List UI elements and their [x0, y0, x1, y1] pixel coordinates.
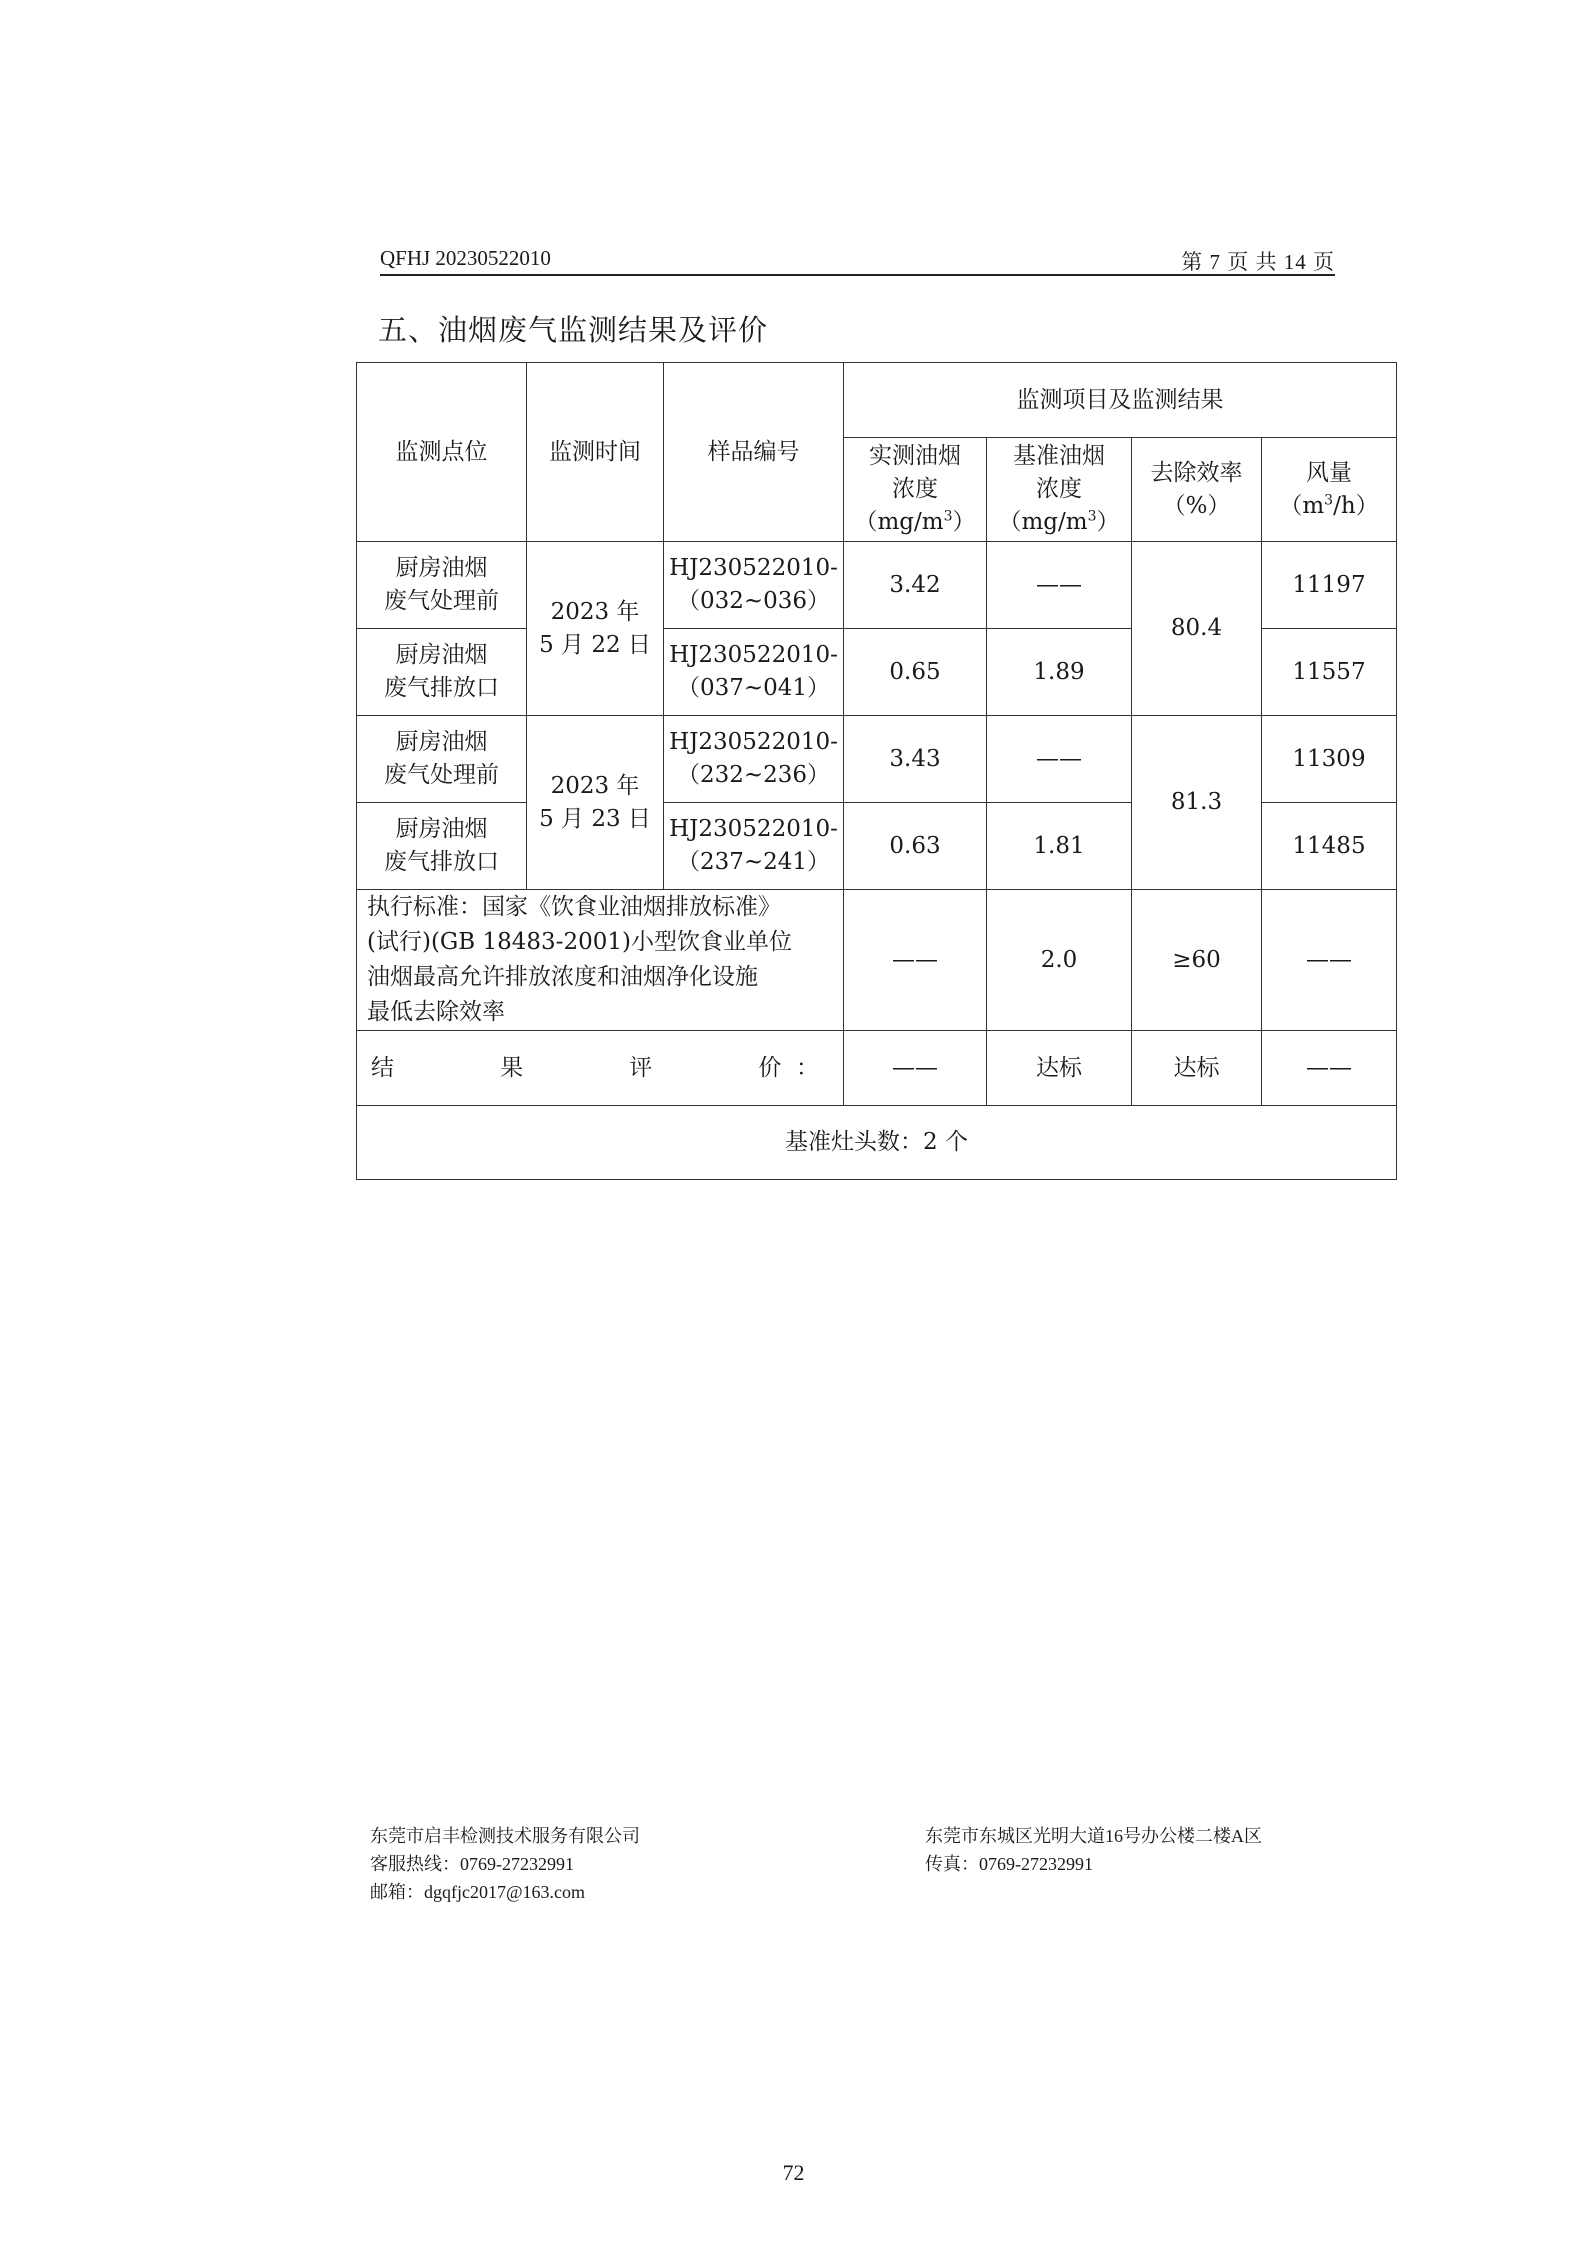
header-divider — [380, 274, 1335, 276]
table-row — [357, 716, 1397, 803]
header-airflow: 风量 $(m^3/h)$ — [1262, 438, 1397, 542]
cell-date: 2023 年 5 月 23 日 — [527, 716, 664, 890]
header-measured: 实测油烟 浓度 $(mg/m^3)$ — [844, 438, 987, 542]
cell-airflow: 11309 — [1262, 716, 1397, 803]
header-sample-no: 样品编号 — [664, 363, 844, 542]
cell-measured: 0.63 — [844, 803, 987, 890]
footer-contact — [370, 1822, 640, 1906]
header-baseline: 基准油烟 浓度 $(mg/m^3)$ — [987, 438, 1132, 542]
header-time: 监测时间 — [527, 363, 664, 542]
cell-measured: 3.43 — [844, 716, 987, 803]
cell-point: 厨房油烟 废气处理前 — [357, 716, 527, 803]
evaluation-measured: —— — [844, 1031, 987, 1106]
report-number: QFHJ 20230522010 — [380, 246, 551, 270]
cell-sample-no: HJ230522010- （232~236） — [664, 716, 844, 803]
cell-sample-no: HJ230522010- （237~241） — [664, 803, 844, 890]
evaluation-label: 结 果 评 价 ： — [357, 1031, 844, 1106]
cell-airflow: 11485 — [1262, 803, 1397, 890]
note-row — [357, 1106, 1397, 1180]
monitoring-results-table — [356, 362, 1397, 1180]
cell-baseline: 1.89 — [987, 629, 1132, 716]
cell-measured: 3.42 — [844, 542, 987, 629]
evaluation-row — [357, 1031, 1397, 1106]
cell-baseline: 1.81 — [987, 803, 1132, 890]
page-number: 72 — [782, 2160, 805, 2185]
standard-text: 执行标准：国家《饮食业油烟排放标准》 (试行)(GB 18483-2001)小型饮食业单位 油烟最高允许排放浓度和油烟净化设施 最低去除效率 — [357, 890, 844, 1031]
footer-company: 东莞市启丰检测技术服务有限公司 — [370, 1826, 640, 1846]
cell-efficiency: 81.3 — [1132, 716, 1262, 890]
footer-hotline: 客服热线：0769-27232991 — [370, 1854, 574, 1874]
section-title: 五、油烟废气监测结果及评价 — [378, 313, 769, 347]
standard-efficiency: ≥60 — [1132, 890, 1262, 1031]
cell-point: 厨房油烟 废气排放口 — [357, 803, 527, 890]
header-point: 监测点位 — [357, 363, 527, 542]
cell-date: 2023 年 5 月 22 日 — [527, 542, 664, 716]
page-info: 第 7 页 共 14 页 — [1181, 250, 1335, 274]
footer-address-block — [925, 1822, 1262, 1878]
header-group: 监测项目及监测结果 — [844, 363, 1397, 438]
evaluation-airflow: —— — [1262, 1031, 1397, 1106]
standard-row — [357, 890, 1397, 1031]
cell-sample-no: HJ230522010- （032~036） — [664, 542, 844, 629]
cell-efficiency: 80.4 — [1132, 542, 1262, 716]
cell-baseline: —— — [987, 542, 1132, 629]
header-efficiency: 去除效率 （%） — [1132, 438, 1262, 542]
cell-point: 厨房油烟 废气排放口 — [357, 629, 527, 716]
evaluation-efficiency: 达标 — [1132, 1031, 1262, 1106]
cell-airflow: 11197 — [1262, 542, 1397, 629]
table-row — [357, 542, 1397, 629]
footer-email: 邮箱：dgqfjc2017@163.com — [370, 1882, 586, 1902]
footer-fax: 传真：0769-27232991 — [925, 1854, 1093, 1874]
cell-airflow: 11557 — [1262, 629, 1397, 716]
burner-count-note: 基准灶头数：2 个 — [357, 1106, 1397, 1180]
cell-baseline: —— — [987, 716, 1132, 803]
standard-airflow: —— — [1262, 890, 1397, 1031]
standard-measured: —— — [844, 890, 987, 1031]
cell-measured: 0.65 — [844, 629, 987, 716]
cell-point: 厨房油烟 废气处理前 — [357, 542, 527, 629]
evaluation-baseline: 达标 — [987, 1031, 1132, 1106]
footer-address: 东莞市东城区光明大道16号办公楼二楼A区 — [925, 1826, 1262, 1846]
standard-baseline: 2.0 — [987, 890, 1132, 1031]
cell-sample-no: HJ230522010- （037~041） — [664, 629, 844, 716]
